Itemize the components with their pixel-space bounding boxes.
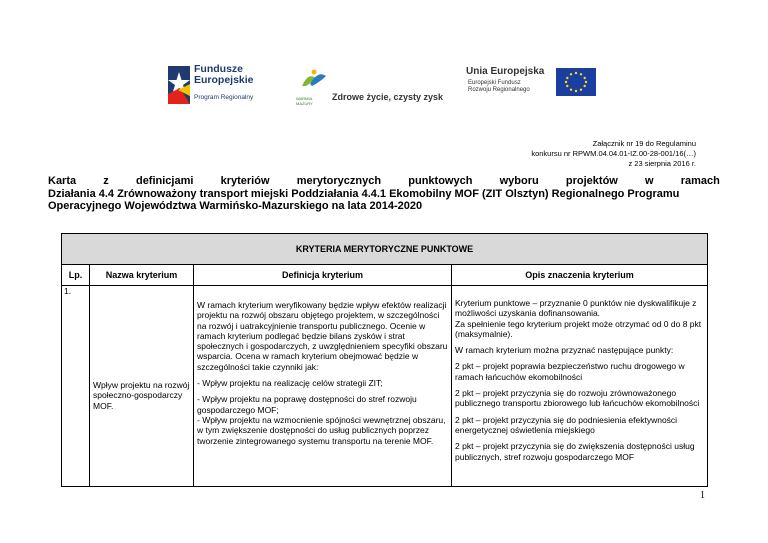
ue-title: Unia Europejska	[466, 66, 545, 77]
ue-subtitle	[468, 80, 530, 94]
title-word: punktowych	[408, 175, 473, 187]
criterion-description	[452, 298, 707, 486]
annex-note	[531, 139, 696, 169]
row-number: 1.	[62, 286, 90, 298]
col-definition: Definicja kryterium	[194, 265, 452, 285]
title-line2: Działania 4.4 Zrównoważony transport miejski Poddziałania 4.4.1 Ekomobilny MOF (ZIT Olsztyn) Regionalnego Programu	[48, 187, 680, 200]
description-para: Za spełnienie tego kryterium projekt może otrzymać od 0 do 8 pkt (maksymalnie).	[455, 318, 702, 339]
ue-sub-line1: Europejski Fundusz	[468, 80, 521, 86]
annex-line2: konkursu nr RPWM.04.04.01-IZ.00-28-001/16(…)	[531, 149, 696, 158]
definition-para: - Wpływ projektu na realizację celów strategii ZIT;	[197, 378, 383, 389]
criterion-definition	[194, 298, 452, 486]
wm-slogan: Zdrowe życie, czysty zysk	[332, 92, 444, 102]
title-word: Karta	[48, 175, 77, 187]
wm-small-text: WARMIA MAZURY	[296, 96, 313, 106]
table-row-number	[62, 286, 707, 298]
table-header: KRYTERIA MERYTORYCZNE PUNKTOWE	[62, 234, 707, 265]
description-para: 2 pkt – projekt przyczynia się do zwiększenia dostępności usług publicznych, stref rozwoju gospodarczego MOF	[455, 441, 695, 462]
definition-para: - Wpływ projektu na wzmocnienie spójności wewnętrznej obszaru, w tym zwiększenie dostępności do usług publicznych poprzez tworzenie zintegrowanego systemu transportu na terenie MOF.	[197, 414, 446, 446]
col-lp: Lp.	[62, 265, 90, 285]
fe-title: Fundusze Europejskie	[194, 63, 254, 86]
description-para: 2 pkt – projekt poprawia bezpieczeństwo ruchu drogowego w ramach łańcuchów ekomobilności	[455, 361, 685, 382]
criteria-table	[61, 233, 708, 487]
ue-sub-line2: Rozwoju Regionalnego	[468, 87, 530, 93]
table-row	[62, 298, 707, 486]
title-word: kryteriów	[220, 175, 270, 187]
definition-para: - Wpływ projektu na poprawę dostępności do stref rozwoju gospodarczego MOF;	[197, 394, 417, 415]
definition-para: W ramach kryterium weryfikowany będzie wpływ efektów realizacji projektu na rozwój obszaru objętego projektem, w szczególności na rozwój i uatrakcyjnienie transportu publicznego. Ocenie w ramach kryterium podlegać będzie bilans zysków i strat społecznych i gospodarczych, z uwzględnieniem specyfiki obszaru wsparcia. Ocena w ramach kryterium obejmować będzie w szczególności takie czynniki jak:	[197, 300, 448, 372]
title-word: wyboru	[499, 175, 539, 187]
title-word: projektów	[565, 175, 618, 187]
col-description: Opis znaczenia kryterium	[525, 270, 634, 280]
title-word: definicjami	[135, 175, 194, 187]
page-number: 1	[700, 490, 705, 501]
title-word: w	[645, 175, 654, 187]
fundusze-europejskie-logo	[168, 64, 268, 110]
criterion-name: Wpływ projektu na rozwój społeczno-gospodarczy MOF.	[90, 298, 194, 486]
logo-bar	[0, 62, 768, 112]
description-para: 2 pkt – projekt przyczynia się do rozwoju zrównoważonego publicznego transportu zbiorowego lub łańcuchów ekomobilności	[455, 388, 700, 409]
title-word: merytorycznych	[296, 175, 382, 187]
annex-line1: Załącznik nr 19 do Regulaminu	[592, 139, 696, 148]
fe-subtitle: Program Regionalny	[194, 94, 254, 101]
description-para: 2 pkt – projekt przyczynia się do podniesienia efektywności energetycznej oświetlenia miejskiego	[455, 414, 678, 435]
document-title	[48, 175, 720, 213]
warmia-mazury-logo	[296, 68, 446, 108]
description-para: Kryterium punktowe – przyznanie 0 punktów nie dyskwalifikuje z możliwości uzyskania dofinansowania.	[455, 298, 697, 319]
title-word: z	[103, 175, 109, 187]
column-headers	[62, 265, 707, 286]
col-name: Nazwa kryterium	[90, 265, 194, 285]
description-para: W ramach kryterium można przyznać następujące punkty:	[455, 345, 674, 356]
title-line1	[48, 175, 720, 188]
title-line3: Operacyjnego Województwa Warmińsko-Mazurskiego na lata 2014-2020	[48, 200, 423, 212]
fe-star-icon	[168, 66, 192, 106]
annex-line3: z 23 sierpnia 2016 r.	[628, 159, 696, 168]
eu-flag-icon	[556, 68, 596, 96]
unia-europejska-logo	[466, 66, 606, 110]
wm-bird-icon	[298, 68, 328, 94]
title-word: ramach	[680, 175, 720, 187]
